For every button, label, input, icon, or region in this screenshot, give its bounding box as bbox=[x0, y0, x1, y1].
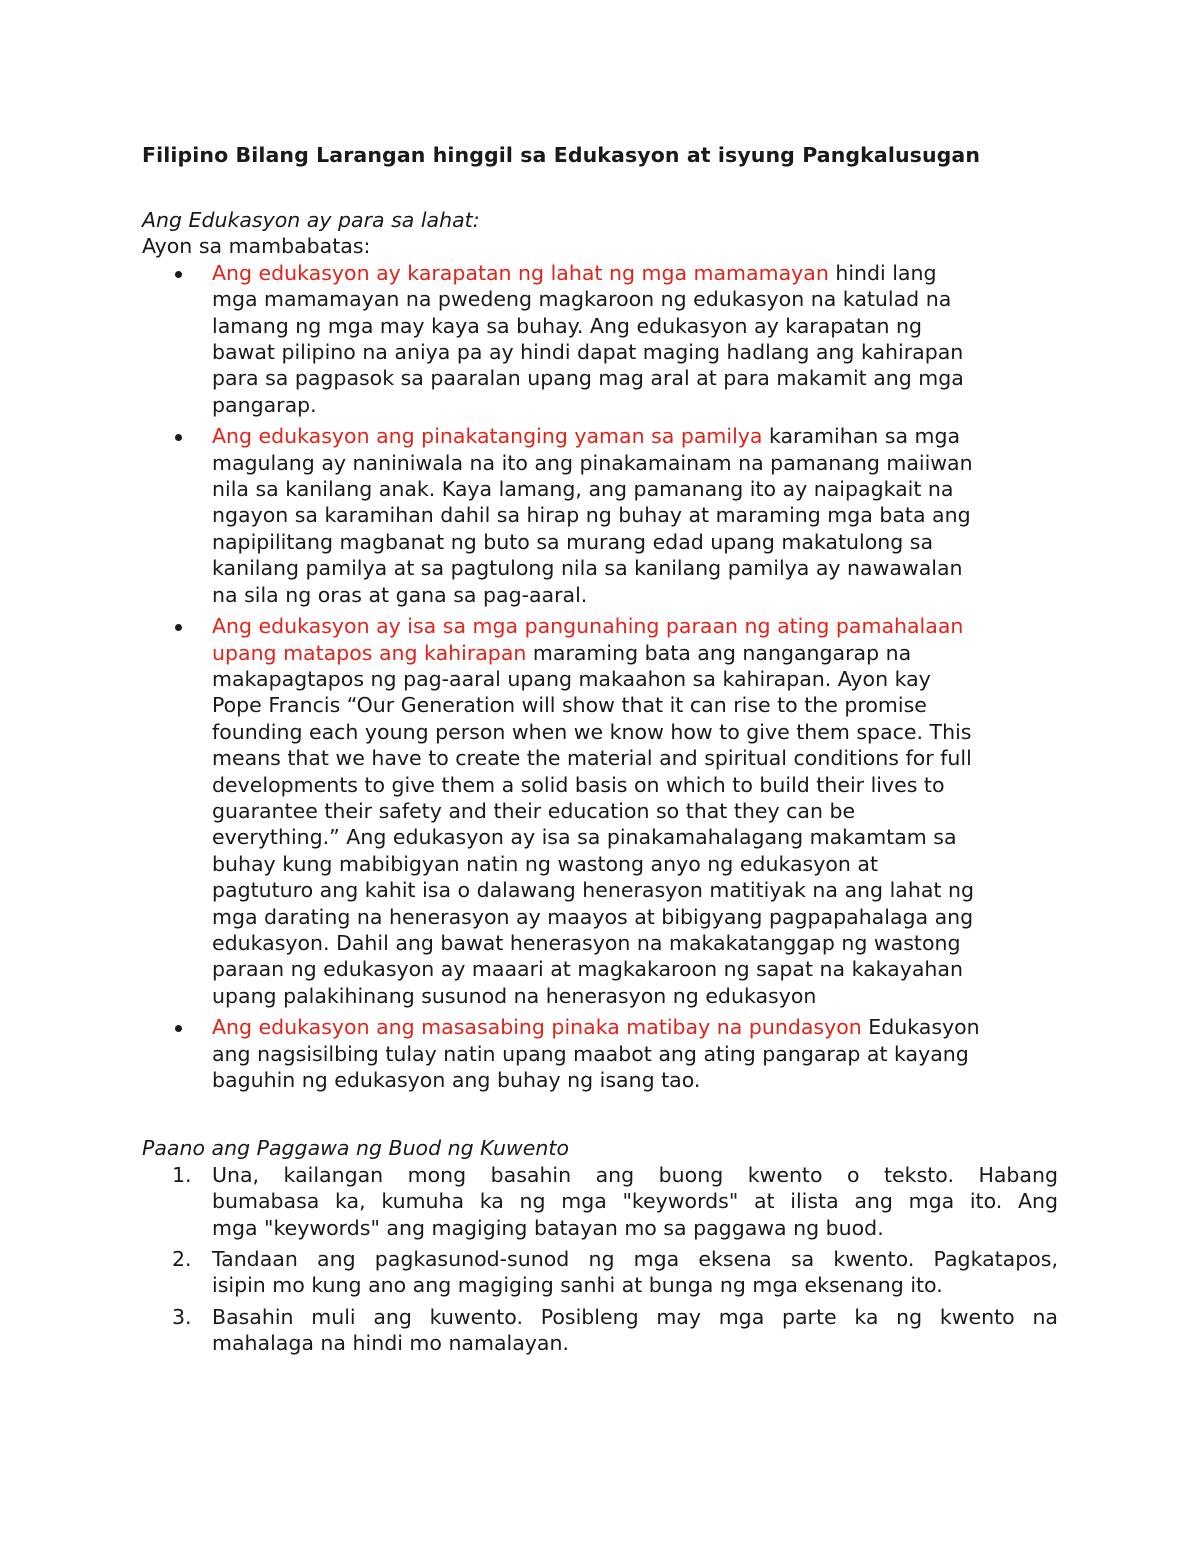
document-page bbox=[142, 138, 1058, 1362]
bullet-list bbox=[142, 260, 1058, 1094]
line-text: kanilang pamilya at sa pagtulong nila sa kanilang pamilya ay nawawalan bbox=[212, 556, 963, 581]
item-number: 3. bbox=[172, 1304, 192, 1329]
highlight-text: Ang edukasyon ay isa sa mga pangunahing paraan ng ating pamahalaan bbox=[212, 614, 964, 639]
numbered-list bbox=[142, 1162, 1058, 1357]
bullet-item bbox=[142, 613, 1058, 1009]
line-text: mahalaga na hindi mo namalayan. bbox=[212, 1331, 569, 1356]
line-text: buhay kung mabibigyan natin ng wastong anyo ng edukasyon at bbox=[212, 851, 878, 876]
numbered-item bbox=[142, 1304, 1058, 1357]
bullet-dot-icon bbox=[175, 271, 182, 278]
section1-subheading: Ayon sa mambabatas: bbox=[142, 234, 371, 259]
numbered-item bbox=[142, 1162, 1058, 1241]
line-text: Una, kailangan mong basahin ang buong kwento o teksto. Habang bbox=[212, 1162, 1058, 1187]
line-text: nila sa kanilang anak. Kaya lamang, ang pamanang ito ay naipagkait na bbox=[212, 477, 954, 502]
line-text: isipin mo kung ano ang magiging sanhi at bunga ng mga eksenang ito. bbox=[212, 1273, 943, 1298]
section1-heading: Ang Edukasyon ay para sa lahat: bbox=[142, 208, 480, 232]
line-text: mga mamamayan na pwedeng magkaroon ng edukasyon na katulad na bbox=[212, 287, 952, 312]
line-text: pangarap. bbox=[212, 392, 317, 417]
line-text: everything.” Ang edukasyon ay isa sa pinakamahalagang makamtam sa bbox=[212, 825, 957, 850]
line-text: founding each young person when we know how to give them space. This bbox=[212, 719, 972, 744]
line-text: edukasyon. Dahil ang bawat henerasyon na makakatanggap ng wastong bbox=[212, 930, 961, 955]
line-text: means that we have to create the material and spiritual conditions for full bbox=[212, 746, 972, 771]
line-text: para sa pagpasok sa paaralan upang mag aral at para makamit ang mga bbox=[212, 366, 964, 391]
highlight-text: Ang edukasyon ang pinakatanging yaman sa pamilya bbox=[212, 424, 763, 449]
line-text: developments to give them a solid basis on which to build their lives to bbox=[212, 772, 945, 797]
bullet-item bbox=[142, 260, 1058, 418]
highlight-text: Ang edukasyon ang masasabing pinaka matibay na pundasyon bbox=[212, 1015, 862, 1040]
line-text: bumabasa ka, kumuha ka ng mga "keywords" at ilista ang mga ito. Ang bbox=[212, 1189, 1058, 1214]
line-text: Edukasyon bbox=[861, 1015, 980, 1040]
highlight-text: Ang edukasyon ay karapatan ng lahat ng mga mamamayan bbox=[212, 260, 829, 285]
bullet-dot-icon bbox=[175, 434, 182, 441]
bullet-dot-icon bbox=[175, 624, 182, 631]
highlight-text: upang matapos ang kahirapan bbox=[212, 640, 527, 665]
line-text: na sila ng oras at gana sa pag-aaral. bbox=[212, 582, 588, 607]
line-text: paraan ng edukasyon ay maaari at magkakaroon ng sapat na kakayahan bbox=[212, 957, 963, 982]
line-text: mga "keywords" ang magiging batayan mo sa paggawa ng buod. bbox=[212, 1215, 884, 1240]
line-text: ang nagsisilbing tulay natin upang maabot ang ating pangarap at kayang bbox=[212, 1041, 969, 1066]
bullet-item bbox=[142, 423, 1058, 608]
line-text: Tandaan ang pagkasunod-sunod ng mga eksena sa kwento. Pagkatapos, bbox=[212, 1247, 1058, 1272]
line-text: mga darating na henerasyon ay maayos at bibigyang pagpapahalaga ang bbox=[212, 904, 974, 929]
line-text: napipilitang magbanat ng buto sa murang edad upang makatulong sa bbox=[212, 529, 934, 554]
line-text: Basahin muli ang kuwento. Posibleng may mga parte ka ng kwento na bbox=[212, 1304, 1058, 1329]
section2-heading: Paano ang Paggawa ng Buod ng Kuwento bbox=[142, 1136, 569, 1161]
document-title: Filipino Bilang Larangan hinggil sa Edukasyon at isyung Pangkalusugan bbox=[142, 143, 981, 167]
numbered-item bbox=[142, 1246, 1058, 1299]
line-text: guarantee their safety and their education so that they can be bbox=[212, 798, 856, 823]
line-text: baguhin ng edukasyon ang buhay ng isang tao. bbox=[212, 1068, 701, 1092]
item-number: 1. bbox=[172, 1162, 192, 1187]
line-text: pagtuturo ang kahit isa o dalawang henerasyon matitiyak na ang lahat ng bbox=[212, 878, 974, 903]
line-text: bawat pilipino na aniya pa ay hindi dapat maging hadlang ang kahirapan bbox=[212, 340, 964, 365]
line-text: maraming bata ang nangangarap na bbox=[526, 640, 912, 665]
line-text: Pope Francis “Our Generation will show that it can rise to the promise bbox=[212, 693, 927, 718]
bullet-dot-icon bbox=[175, 1025, 182, 1032]
line-text: lamang ng mga may kaya sa buhay. Ang edukasyon ay karapatan ng bbox=[212, 313, 922, 338]
section-spacer bbox=[142, 1098, 1058, 1135]
line-text: karamihan sa mga bbox=[762, 424, 961, 449]
line-text: makapagtapos ng pag-aaral upang makaahon sa kahirapan. Ayon kay bbox=[212, 666, 931, 691]
bullet-item bbox=[142, 1014, 1058, 1093]
line-text: upang palakihinang susunod na henerasyon ng edukasyon bbox=[212, 983, 817, 1008]
line-text: ngayon sa karamihan dahil sa hirap ng buhay at maraming mga bata ang bbox=[212, 503, 971, 528]
line-text: hindi lang bbox=[828, 260, 937, 285]
item-number: 2. bbox=[172, 1247, 192, 1272]
line-text: magulang ay naniniwala na ito ang pinakamainam na pamanang maiiwan bbox=[212, 450, 973, 475]
